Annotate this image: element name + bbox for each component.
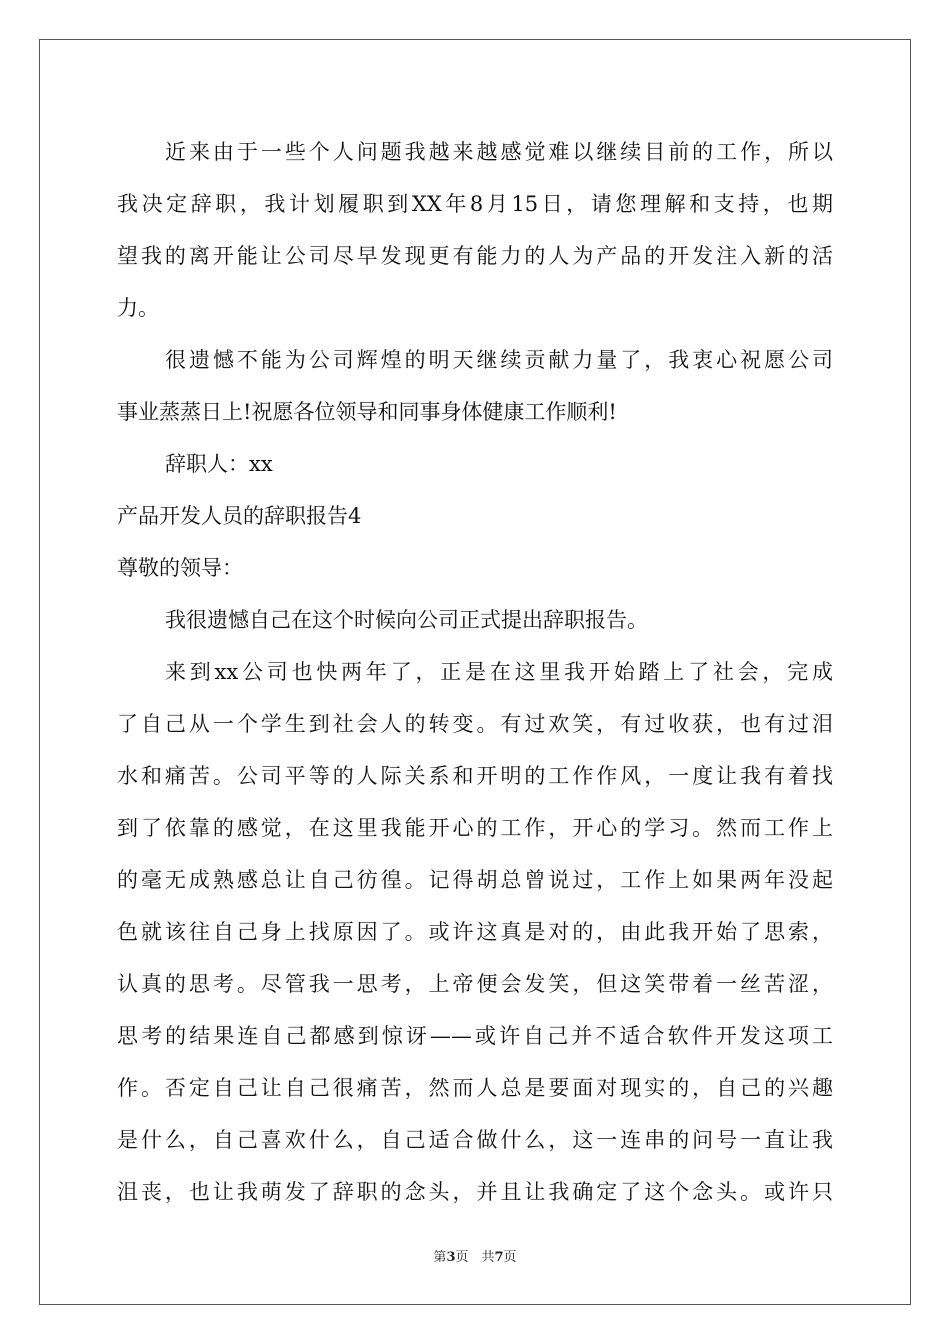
text-line: 到了依靠的感觉，在这里我能开心的工作，开心的学习。然而工作上 — [117, 816, 833, 840]
footer-suffix: 页 — [503, 1250, 517, 1265]
paragraph-3: 我很遗憾自己在这个时候向公司正式提出辞职报告。 — [165, 608, 648, 632]
text-line: 事业蒸蒸日上!祝愿各位领导和同事身体健康工作顺利! — [117, 400, 617, 424]
paragraph-1 — [117, 126, 833, 334]
signature-line: 辞职人：xx — [165, 452, 273, 476]
footer-mid: 页 共 — [455, 1250, 495, 1265]
footer-prefix: 第 — [433, 1250, 447, 1265]
text-line: 望我的离开能让公司尽早发现更有能力的人为产品的开发注入新的活 — [117, 244, 833, 268]
text-line: 思考的结果连自己都感到惊讶——或许自己并不适合软件开发这项工 — [117, 1024, 833, 1048]
text-line: 来到xx公司也快两年了，正是在这里我开始踏上了社会，完成 — [165, 660, 833, 684]
text-line: 近来由于一些个人问题我越来越感觉难以继续目前的工作，所以 — [165, 140, 833, 164]
text-line: 是什么，自己喜欢什么，自己适合做什么，这一连串的问号一直让我 — [117, 1128, 833, 1152]
page-footer — [0, 1246, 950, 1265]
salutation: 尊敬的领导： — [117, 556, 243, 580]
section-title: 产品开发人员的辞职报告4 — [117, 504, 362, 528]
text-line: 色就该往自己身上找原因了。或许这真是对的，由此我开始了思索， — [117, 920, 833, 944]
text-line: 认真的思考。尽管我一思考，上帝便会发笑，但这笑带着一丝苦涩， — [117, 972, 833, 996]
text-line: 的毫无成熟感总让自己彷徨。记得胡总曾说过，工作上如果两年没起 — [117, 868, 833, 892]
text-line: 我决定辞职，我计划履职到XX年8月15日，请您理解和支持，也期 — [117, 192, 833, 216]
text-line: 作。否定自己让自己很痛苦，然而人总是要面对现实的，自己的兴趣 — [117, 1076, 833, 1100]
paragraph-4 — [117, 646, 833, 1218]
text-line: 力。 — [117, 296, 159, 320]
text-line: 水和痛苦。公司平等的人际关系和开明的工作作风，一度让我有着找 — [117, 764, 833, 788]
footer-total-pages: 7 — [494, 1250, 504, 1265]
text-line: 了自己从一个学生到社会人的转变。有过欢笑，有过收获，也有过泪 — [117, 712, 833, 736]
text-line: 沮丧，也让我萌发了辞职的念头，并且让我确定了这个念头。或许只 — [117, 1180, 833, 1204]
document-body — [117, 126, 833, 1218]
footer-page-number: 3 — [446, 1250, 456, 1265]
paragraph-2 — [117, 334, 833, 438]
text-line: 很遗憾不能为公司辉煌的明天继续贡献力量了，我衷心祝愿公司 — [165, 348, 833, 372]
